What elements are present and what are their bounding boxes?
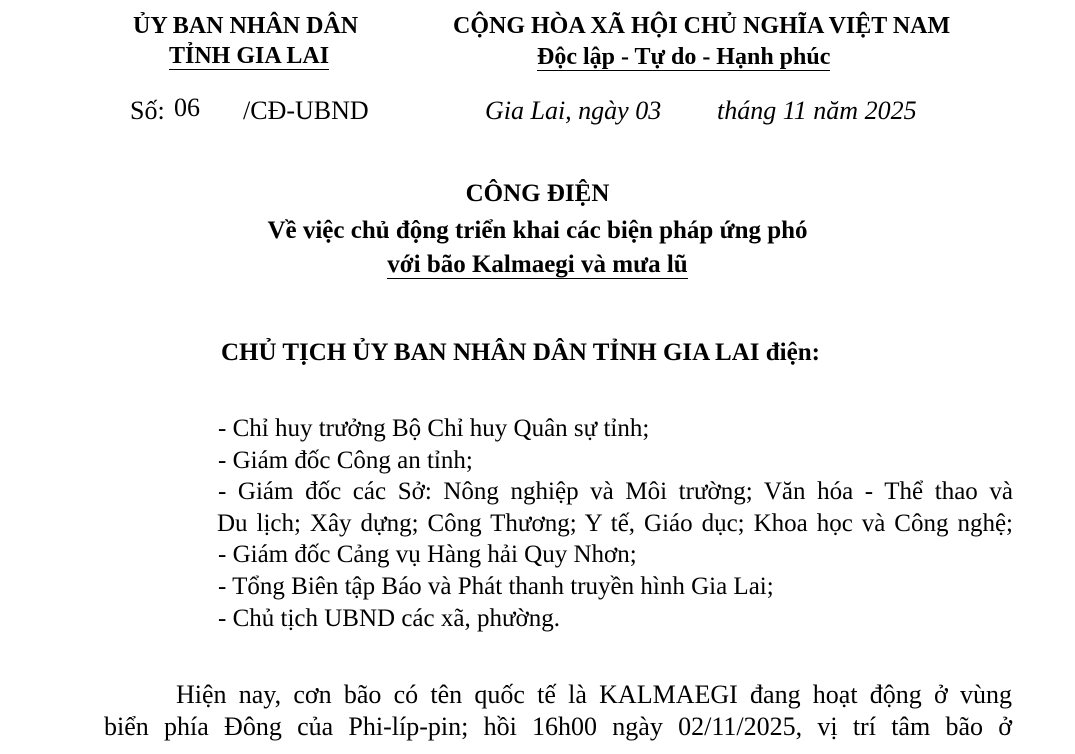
place-date-part2: tháng 11 năm 2025 — [717, 96, 917, 125]
body-line: biển phía Đông của Phi-líp-pin; hồi 16h00 ngày 02/11/2025, vị trí tâm bão ở — [104, 712, 1012, 741]
document-type-title: CÔNG ĐIỆN — [465, 180, 610, 207]
body-line: Hiện nay, cơn bão có tên quốc tế là KALMAEGI đang hoạt động ở vùng — [176, 680, 1012, 709]
document-number-suffix: /CĐ-UBND — [243, 96, 369, 125]
recipient-item: - Giám đốc Cảng vụ Hàng hải Quy Nhơn; — [218, 541, 637, 569]
recipient-item: - Chỉ huy trưởng Bộ Chỉ huy Quân sự tỉnh; — [218, 415, 650, 442]
document-number-label: Số: — [130, 96, 165, 125]
document-subject-text: với bão Kalmaegi và mưa lũ — [387, 251, 688, 278]
national-motto: Độc lập - Tự do - Hạnh phúc — [537, 44, 831, 70]
recipient-item: - Tổng Biên tập Báo và Phát thanh truyền hình Gia Lai; — [218, 572, 774, 600]
issuing-authority-line2 — [169, 42, 329, 70]
national-motto-line — [537, 43, 830, 71]
document-subject-line2 — [0, 250, 1075, 280]
recipients-list — [218, 413, 1013, 634]
body-paragraph — [104, 679, 1012, 743]
recipient-item: - Giám đốc các Sở: Nông nghiệp và Môi trường; Văn hóa - Thể thao và — [218, 478, 1013, 506]
recipient-item: - Chủ tịch UBND các xã, phường. — [218, 604, 560, 632]
document-subject-line1: Về việc chủ động triển khai các biện pháp ứng phó — [267, 217, 808, 244]
issuing-authority-line1: ỦY BAN NHÂN DÂN — [133, 13, 359, 39]
sender-line: CHỦ TỊCH ỦY BAN NHÂN DÂN TỈNH GIA LAI điện: — [221, 339, 820, 366]
recipient-item-continued: Du lịch; Xây dựng; Công Thương; Y tế, Giáo dục; Khoa học và Công nghệ; — [217, 509, 1013, 537]
national-title: CỘNG HÒA XÃ HỘI CHỦ NGHĨA VIỆT NAM — [453, 13, 951, 39]
issuing-authority-name: TỈNH GIA LAI — [169, 43, 330, 69]
recipient-item: - Giám đốc Công an tỉnh; — [218, 446, 473, 474]
document-number-value: 06 — [174, 93, 200, 122]
place-date-part1: Gia Lai, ngày 03 — [485, 96, 662, 125]
